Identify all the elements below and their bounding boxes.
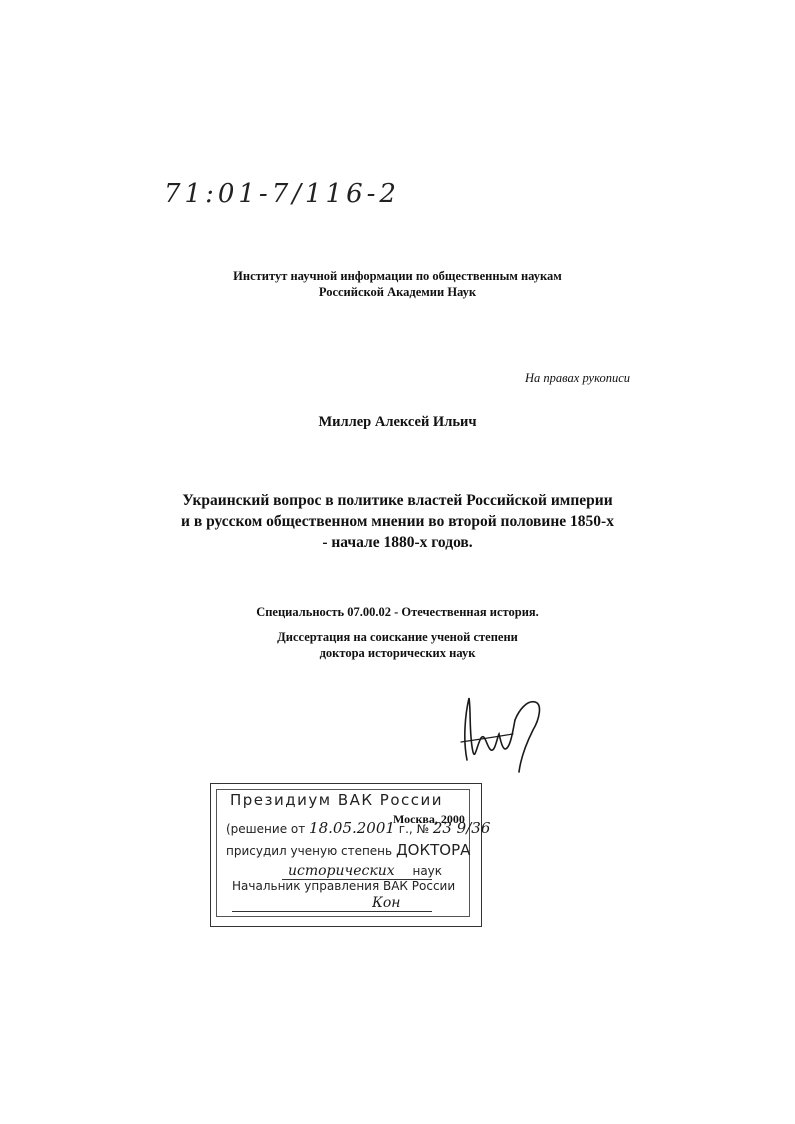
author-signature: [455, 690, 555, 775]
archive-code-text: 71:01-7/116-2: [164, 179, 400, 209]
dissertation-title: [0, 490, 795, 553]
degree-line-1: Диссертация на соискание ученой степени: [277, 630, 518, 644]
title-line-3: - начале 1880-х годов.: [322, 534, 473, 551]
stamp-head-label: Начальник управления ВАК России: [232, 879, 456, 893]
signature-graphic: [455, 690, 555, 775]
institute-line-1: Институт научной информации по общественным наукам: [233, 269, 562, 283]
stamp-field-line: [288, 863, 442, 879]
stamp-title: Президиум ВАК России: [230, 791, 444, 809]
stamp-year-suffix: г., №: [398, 822, 429, 836]
stamp-degree-level: ДОКТОРА: [395, 841, 471, 859]
stamp-decision-line: [226, 819, 490, 837]
vak-stamp: [210, 783, 491, 927]
author-name: Миллер Алексей Ильич: [318, 414, 477, 430]
title-line-2: и в русском общественном мнении во второй половине 1850-х: [181, 513, 614, 530]
degree-line-2: доктора исторических наук: [319, 646, 476, 660]
archive-code: [160, 172, 400, 220]
rights-note: На правах рукописи: [525, 371, 630, 385]
place-date: Москва, 2000: [393, 812, 465, 826]
stamp-decision-prefix: (решение от: [226, 822, 306, 836]
degree-statement: [0, 629, 795, 661]
stamp-signature-underline: [232, 911, 432, 912]
stamp-decision-number: 23 9/36: [432, 819, 491, 837]
stamp-awarded-line: [226, 841, 470, 859]
stamp-decision-date: 18.05.2001: [309, 819, 395, 837]
institute-header: [0, 268, 795, 300]
stamp-awarded-label: присудил ученую степень: [226, 844, 393, 858]
specialty: Специальность 07.00.02 - Отечественная история.: [256, 605, 539, 619]
institute-line-2: Российской Академии Наук: [318, 285, 477, 299]
stamp-field-handwritten: исторических: [288, 863, 395, 879]
title-line-1: Украинский вопрос в политике властей Российской империи: [182, 492, 613, 509]
stamp-head-signature: Кон: [372, 895, 401, 911]
stamp-field-suffix: наук: [412, 864, 443, 878]
archive-code-handwriting: [160, 172, 400, 220]
